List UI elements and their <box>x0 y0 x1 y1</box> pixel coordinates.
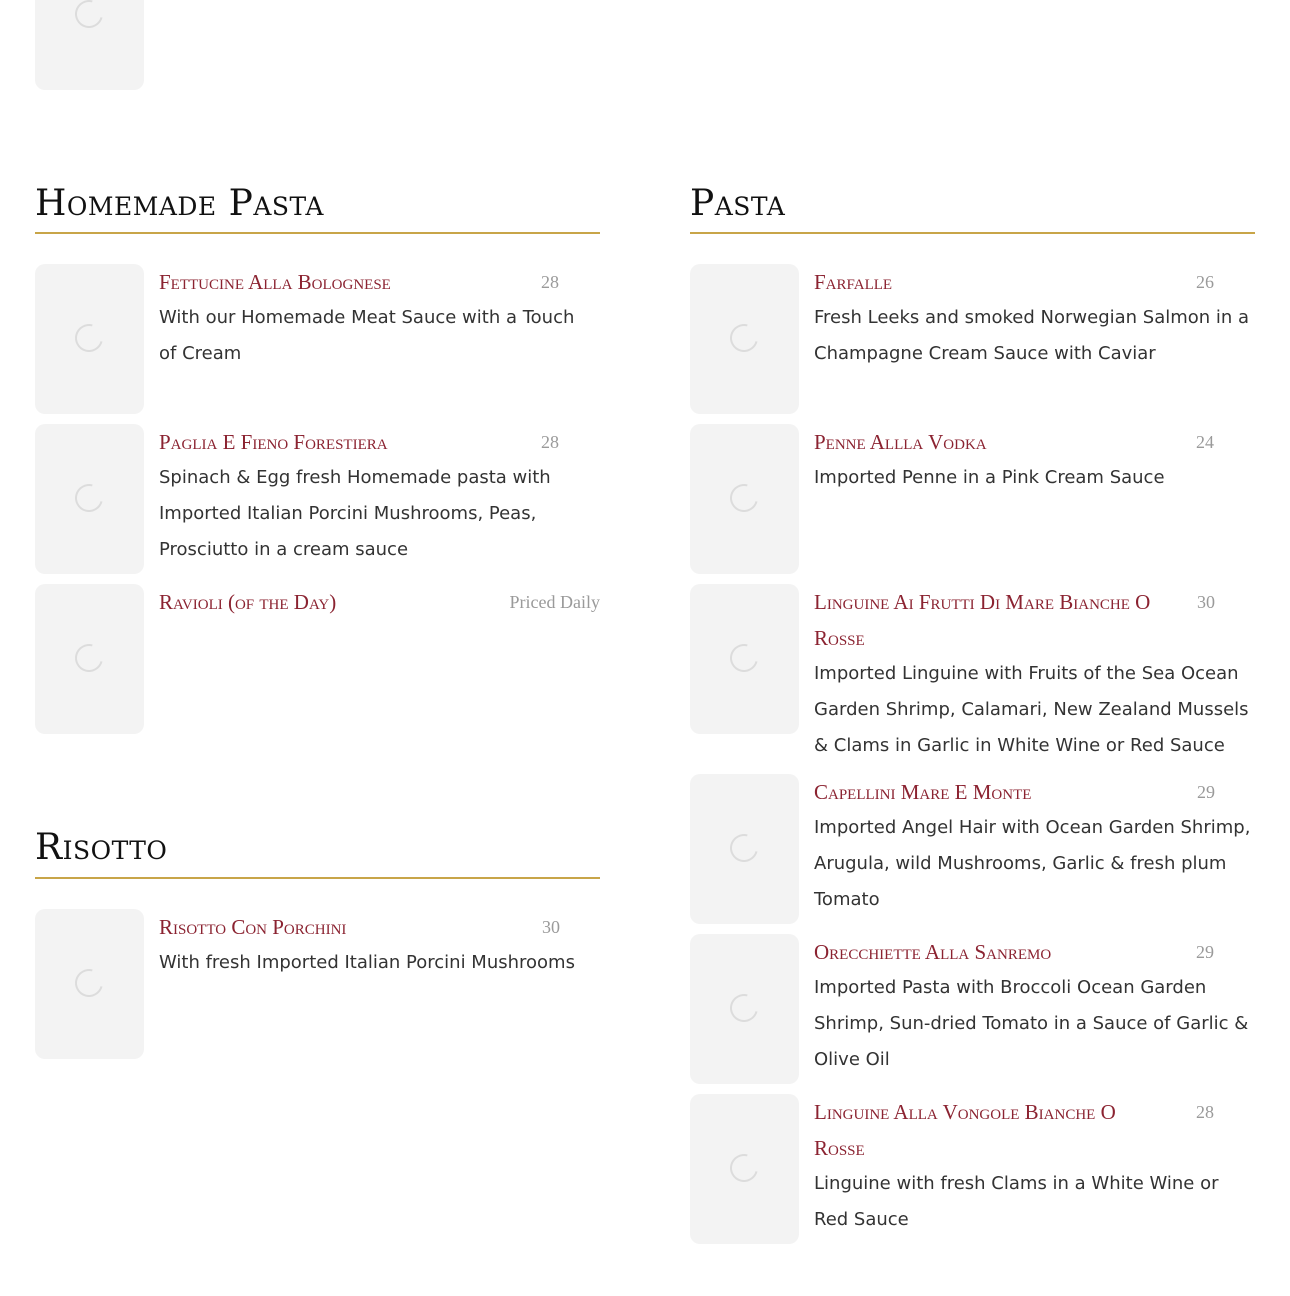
menu-item-name: Risotto Con Porchini <box>159 915 347 939</box>
menu-item[interactable] <box>35 584 600 734</box>
menu-item[interactable] <box>690 584 1255 764</box>
menu-item-image-placeholder <box>35 584 144 734</box>
loading-spinner-icon <box>725 639 763 677</box>
loading-spinner-icon <box>725 829 763 867</box>
menu-item-price: 30 <box>1197 592 1215 612</box>
section-divider <box>35 877 600 879</box>
menu-item-description: Imported Penne in a Pink Cream Sauce <box>814 467 1165 488</box>
menu-item-description: With fresh Imported Italian Porcini Mushrooms <box>159 952 575 973</box>
menu-item-name: Paglia E Fieno Forestiera <box>159 430 388 454</box>
menu-item-image-placeholder <box>35 0 144 90</box>
menu-item[interactable] <box>690 264 1255 414</box>
menu-item-price: 26 <box>1196 272 1214 292</box>
menu-item-name: Linguine Ai Frutti Di Mare Bianche O Rosse <box>814 590 1151 650</box>
menu-item-price: Priced Daily <box>509 592 600 612</box>
menu-item-image-placeholder <box>690 934 799 1084</box>
section-title-pasta: Pasta <box>690 183 786 224</box>
menu-item-description: With our Homemade Meat Sauce with a Touch of Cream <box>159 307 575 364</box>
menu-item-name: Capellini Mare E Monte <box>814 780 1032 804</box>
menu-item-description: Imported Linguine with Fruits of the Sea Ocean Garden Shrimp, Calamari, New Zealand Mussels & Clams in Garlic in White Wine or Red Sauce <box>814 663 1249 756</box>
menu-item-image-placeholder <box>690 1094 799 1244</box>
menu-item[interactable] <box>35 424 600 574</box>
menu-item-price: 29 <box>1196 942 1214 962</box>
loading-spinner-icon <box>725 319 763 357</box>
menu-item[interactable] <box>690 1094 1255 1244</box>
menu-item-description: Imported Angel Hair with Ocean Garden Shrimp, Arugula, wild Mushrooms, Garlic & fresh plum Tomato <box>814 817 1251 910</box>
menu-item-name: Orecchiette Alla Sanremo <box>814 940 1052 964</box>
menu-item[interactable] <box>35 264 600 414</box>
menu-item-description: Spinach & Egg fresh Homemade pasta with Imported Italian Porcini Mushrooms, Peas, Prosciutto in a cream sauce <box>159 467 551 560</box>
menu-item-description: Imported Pasta with Broccoli Ocean Garden Shrimp, Sun-dried Tomato in a Sauce of Garlic & Olive Oil <box>814 977 1249 1070</box>
menu-item[interactable] <box>690 934 1255 1084</box>
loading-spinner-icon <box>70 0 108 33</box>
menu-item-name: Linguine Alla Vongole Bianche O Rosse <box>814 1100 1116 1160</box>
loading-spinner-icon <box>70 639 108 677</box>
menu-item-image-placeholder <box>690 584 799 734</box>
loading-spinner-icon <box>725 1149 763 1187</box>
section-title-homemade-pasta: Homemade Pasta <box>35 183 324 224</box>
menu-item-name: Fettucine Alla Bolognese <box>159 270 391 294</box>
menu-item[interactable] <box>690 424 1255 574</box>
menu-item-image-placeholder <box>35 264 144 414</box>
menu-item-name: Penne Allla Vodka <box>814 430 987 454</box>
menu-item-price: 24 <box>1196 432 1214 452</box>
menu-item-name: Ravioli (of the Day) <box>159 590 337 614</box>
menu-item-price: 28 <box>1196 1102 1214 1122</box>
loading-spinner-icon <box>725 479 763 517</box>
menu-item-description: Linguine with fresh Clams in a White Wine or Red Sauce <box>814 1173 1219 1230</box>
menu-item-image-placeholder <box>35 424 144 574</box>
menu-item-price: 28 <box>541 272 559 292</box>
menu-item-name: Farfalle <box>814 270 893 294</box>
menu-item-image-placeholder <box>35 909 144 1059</box>
section-divider <box>690 232 1255 234</box>
menu-item[interactable] <box>690 774 1255 924</box>
menu-item-price: 29 <box>1197 782 1215 802</box>
menu-item-image-placeholder <box>690 264 799 414</box>
menu-item-price: 30 <box>542 917 560 937</box>
menu-item-description: Fresh Leeks and smoked Norwegian Salmon in a Champagne Cream Sauce with Caviar <box>814 307 1250 364</box>
menu-item-price: 28 <box>541 432 559 452</box>
loading-spinner-icon <box>725 989 763 1027</box>
loading-spinner-icon <box>70 964 108 1002</box>
menu-item-image-placeholder <box>690 424 799 574</box>
menu-item[interactable] <box>35 909 600 1059</box>
section-divider <box>35 232 600 234</box>
section-title-risotto: Risotto <box>35 827 168 868</box>
loading-spinner-icon <box>70 479 108 517</box>
menu-item-image-placeholder <box>690 774 799 924</box>
loading-spinner-icon <box>70 319 108 357</box>
